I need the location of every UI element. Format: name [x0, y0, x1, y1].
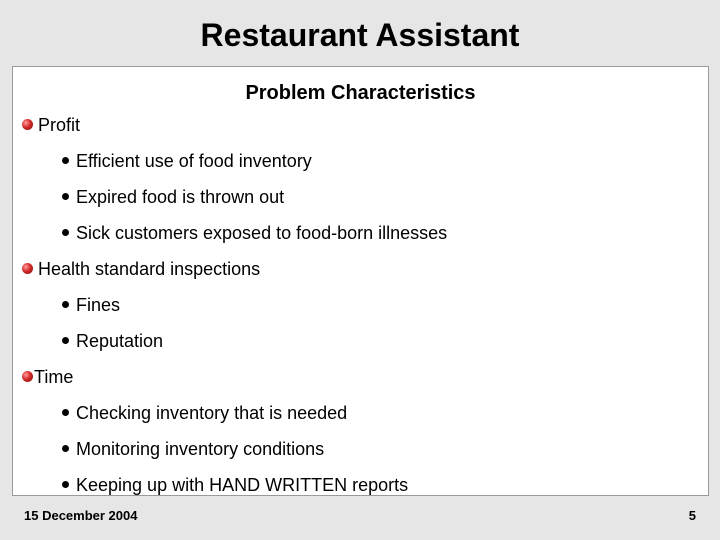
- bullet-time: [22, 366, 73, 388]
- sub-bullet: [62, 474, 408, 496]
- sub-bullet: [62, 222, 447, 244]
- red-bullet-icon: [22, 263, 33, 274]
- sub-bullet: [62, 150, 312, 172]
- red-bullet-icon: [22, 119, 33, 130]
- sub-bullet: [62, 438, 324, 460]
- sub-bullet: [62, 402, 347, 424]
- subtitle: Problem Characteristics: [245, 82, 476, 104]
- black-dot-icon: [62, 337, 69, 344]
- sub-bullet-text: Expired food is thrown out: [76, 187, 285, 207]
- black-dot-icon: [62, 229, 69, 236]
- page-number: 5: [688, 508, 696, 523]
- bullet-health-inspections: [22, 258, 260, 280]
- sub-bullet-text: Reputation: [76, 331, 164, 351]
- bullet-label: Profit: [38, 115, 81, 135]
- bullet-label: Health standard inspections: [38, 259, 261, 279]
- sub-bullet-text: Checking inventory that is needed: [76, 403, 348, 423]
- black-dot-icon: [62, 301, 69, 308]
- black-dot-icon: [62, 193, 69, 200]
- sub-bullet-text: Sick customers exposed to food-born illnesses: [76, 223, 448, 243]
- slide-title: Restaurant Assistant: [200, 17, 520, 53]
- sub-bullet: [62, 186, 284, 208]
- footer-date: 15 December 2004: [24, 508, 138, 523]
- black-dot-icon: [62, 481, 69, 488]
- red-bullet-icon: [22, 371, 33, 382]
- content-box: [12, 66, 709, 496]
- black-dot-icon: [62, 409, 69, 416]
- bullet-label: Time: [34, 367, 74, 387]
- sub-bullet: [62, 330, 163, 352]
- black-dot-icon: [62, 445, 69, 452]
- sub-bullet-text: Keeping up with HAND WRITTEN reports: [76, 475, 409, 495]
- sub-bullet-text: Monitoring inventory conditions: [76, 439, 325, 459]
- sub-bullet-text: Fines: [76, 295, 121, 315]
- black-dot-icon: [62, 157, 69, 164]
- bullet-profit: [22, 114, 80, 136]
- sub-bullet-text: Efficient use of food inventory: [76, 151, 312, 171]
- sub-bullet: [62, 294, 120, 316]
